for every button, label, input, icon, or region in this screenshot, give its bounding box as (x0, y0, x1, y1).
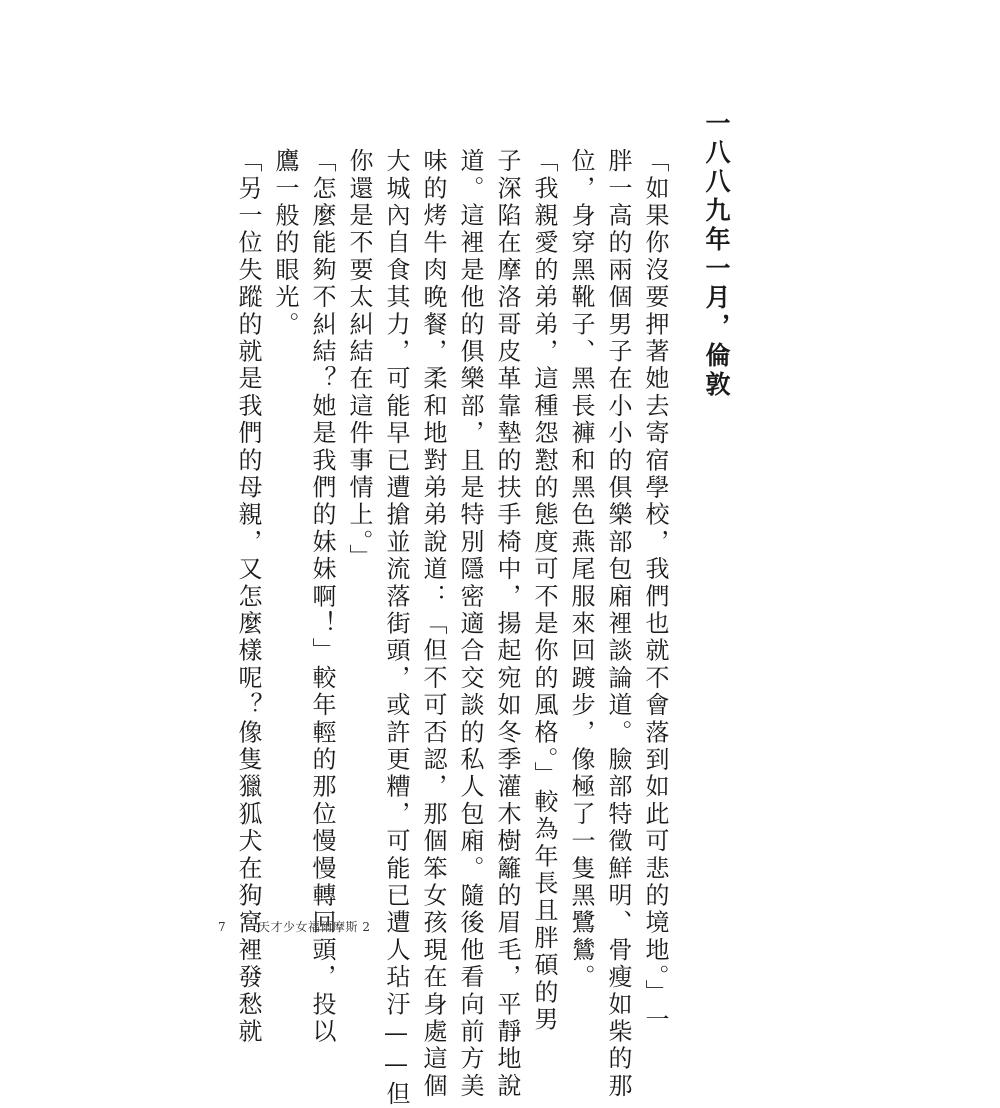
body-column-10: 「怎麼能夠不糾結？她是我們的妹妹啊！」較年輕的那位慢慢轉回頭，投以 (308, 148, 336, 1046)
chapter-title: 一八八九年一月，倫敦 (702, 110, 731, 400)
body-column-9: 你還是不要太糾結在這件事情上。」 (345, 148, 373, 572)
body-column-1: 「如果你沒要押著她去寄宿學校，我們也就不會落到如此可悲的境地。」一 (641, 148, 669, 1034)
body-column-7: 味的烤牛肉晚餐，柔和地對弟弟說道：「但不可否認，那個笨女孩現在身處這個 (419, 148, 447, 1100)
page-number: 7 (218, 920, 226, 934)
body-column-11: 鷹一般的眼光。 (271, 148, 299, 339)
body-column-8: 大城內自食其力，可能早已遭搶並流落街頭，或許更糟，可能已遭人玷汙——但 (382, 148, 410, 1108)
body-column-3: 位，身穿黑靴子、黑長褲和黑色燕尾服來回踱步，像極了一隻黑鷺鷥。 (567, 148, 595, 992)
body-column-4: 「我親愛的弟弟，這種怨懟的態度可不是你的風格。」較為年長且胖碩的男 (530, 148, 558, 1034)
body-column-5: 子深陷在摩洛哥皮革靠墊的扶手椅中，揚起宛如冬季灌木樹籬的眉毛，平靜地說 (493, 148, 521, 1100)
body-column-12: 「另一位失蹤的就是我們的母親，又怎麼樣呢？像隻獵狐犬在狗窩裡發愁就 (234, 148, 262, 1046)
body-column-6: 道。這裡是他的俱樂部，且是特別隱密適合交談的私人包廂。隨後他看向前方美 (456, 148, 484, 1100)
running-footer-title: 天才少女福爾摩斯 2 (258, 920, 371, 934)
body-column-2: 胖一高的兩個男子在小小的俱樂部包廂裡談論道。臉部特徵鮮明、骨瘦如柴的那 (604, 148, 632, 1100)
